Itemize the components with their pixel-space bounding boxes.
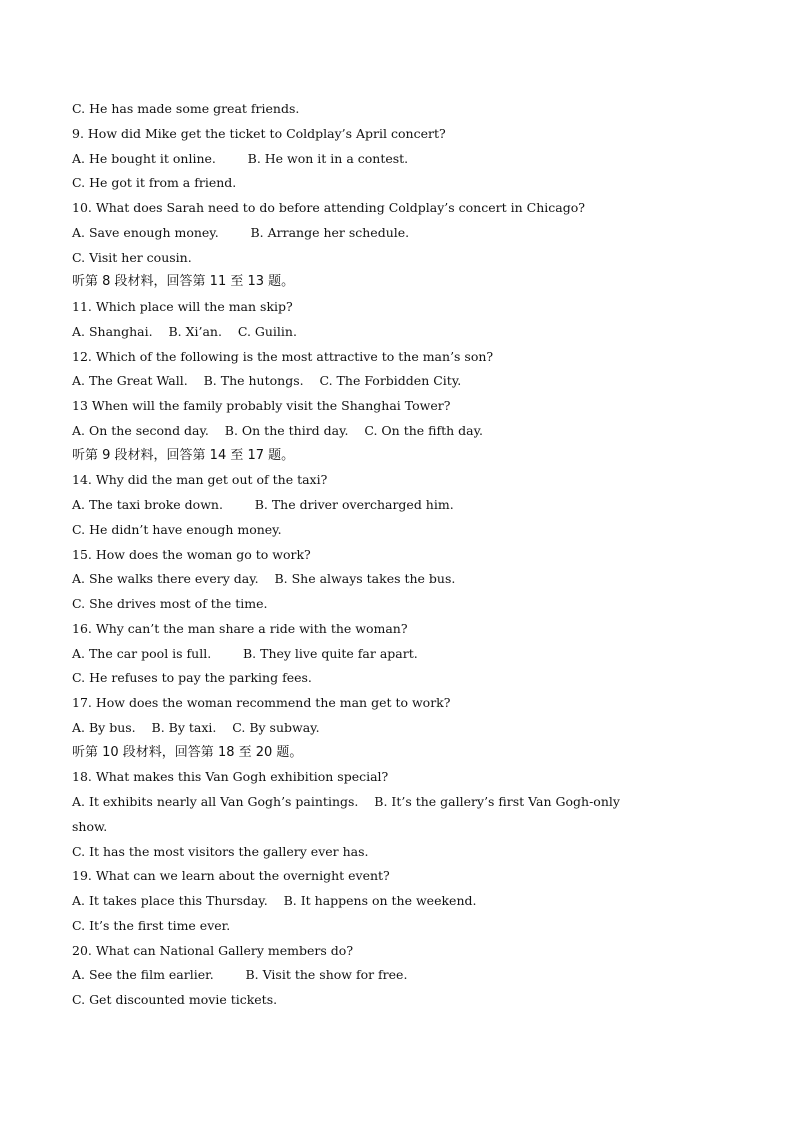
answer-options: A. On the second day. B. On the third day. C. On the fifth day. [72, 422, 483, 438]
answer-options: A. Save enough money. B. Arrange her schedule. [72, 224, 410, 240]
question-text: 17. How does the woman recommend the man get to work? [72, 695, 451, 710]
answer-options: A. He bought it online. B. He won it in a contest. [72, 150, 409, 166]
answer-options: C. It has the most visitors the gallery ever has. [72, 843, 369, 859]
answer-options: show. [72, 818, 108, 834]
section-heading: 听第 10 段材料，回答第 18 至 20 题。 [72, 744, 303, 760]
answer-options: A. It exhibits nearly all Van Gogh’s paintings. B. It’s the gallery’s first Van Gogh-only [72, 794, 620, 809]
answer-options: A. The Great Wall. B. The hutongs. C. The Forbidden City. [72, 373, 462, 389]
answer-options: A. See the film earlier. B. Visit the show for free. [72, 967, 408, 983]
question-text: 19. What can we learn about the overnight event? [72, 868, 390, 884]
answer-options: C. She drives most of the time. [72, 596, 268, 611]
question-text: 18. What makes this Van Gogh exhibition special? [72, 769, 389, 785]
answer-options: C. He got it from a friend. [72, 175, 237, 191]
answer-options: A. The taxi broke down. B. The driver overcharged him. [72, 497, 454, 512]
question-text: 14. Why did the man get out of the taxi? [72, 472, 328, 488]
question-text: 10. What does Sarah need to do before attending Coldplay’s concert in Chicago? [72, 200, 585, 215]
question-text: 20. What can National Gallery members do? [72, 942, 354, 958]
question-text: 15. How does the woman go to work? [72, 546, 311, 562]
question-text: 13 When will the family probably visit the Shanghai Tower? [72, 398, 451, 413]
question-text: 12. Which of the following is the most attractive to the man’s son? [72, 348, 494, 364]
answer-options: A. It takes place this Thursday. B. It happens on the weekend. [72, 893, 477, 908]
question-text: 11. Which place will the man skip? [72, 299, 293, 314]
answer-options: A. Shanghai. B. Xi’an. C. Guilin. [72, 323, 297, 339]
answer-options: A. She walks there every day. B. She always takes the bus. [72, 571, 456, 587]
answer-options: C. He has made some great friends. [72, 101, 300, 116]
answer-options: A. By bus. B. By taxi. C. By subway. [72, 719, 320, 735]
answer-options: C. Visit her cousin. [72, 249, 192, 265]
question-text: 16. Why can’t the man share a ride with the woman? [72, 620, 408, 636]
section-heading: 听第 9 段材料，回答第 14 至 17 题。 [72, 447, 295, 463]
section-heading: 听第 8 段材料，回答第 11 至 13 题。 [72, 274, 295, 290]
answer-options: C. He refuses to pay the parking fees. [72, 670, 312, 686]
answer-options: C. He didn’t have enough money. [72, 521, 282, 537]
answer-options: C. Get discounted movie tickets. [72, 992, 278, 1007]
question-text: 9. How did Mike get the ticket to Coldplay’s April concert? [72, 125, 446, 141]
listening-questions [72, 97, 732, 1013]
answer-options: A. The car pool is full. B. They live quite far apart. [72, 645, 418, 661]
answer-options: C. It’s the first time ever. [72, 917, 231, 933]
